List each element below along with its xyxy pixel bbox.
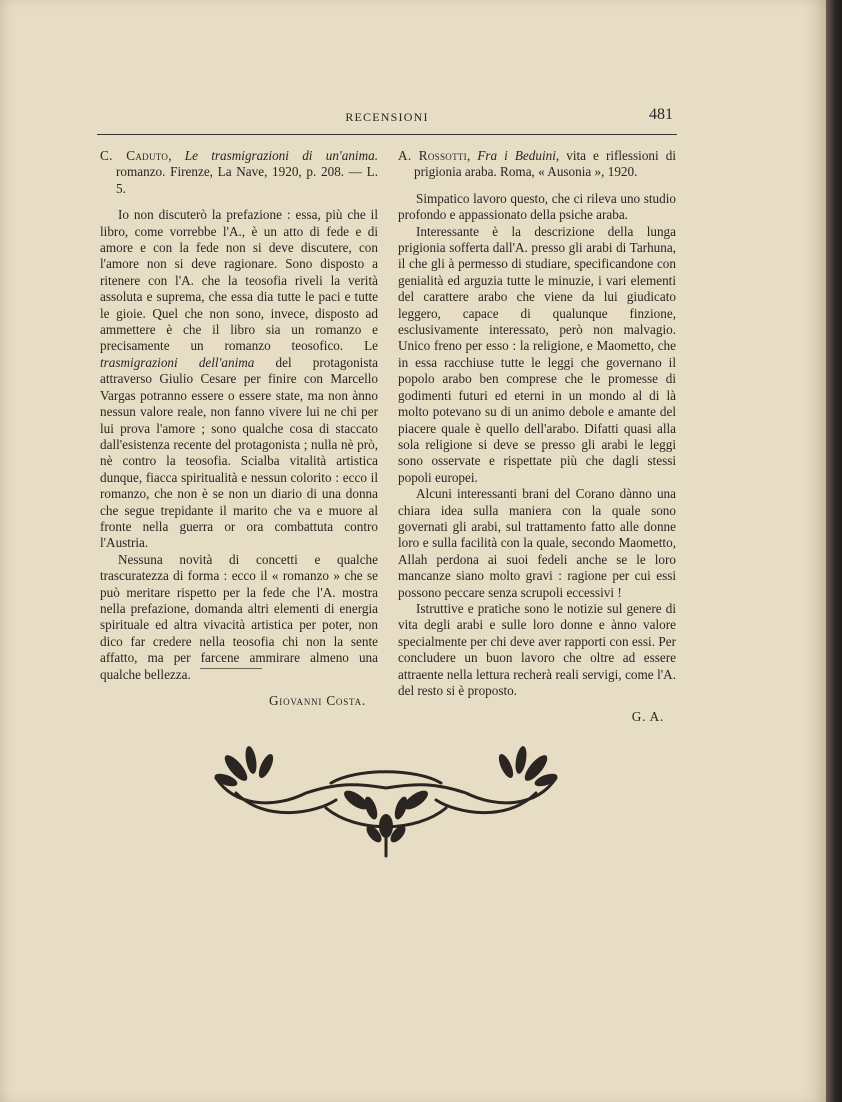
- right-review-book-details: , vita e riflessioni di prigionia araba. Roma, « Ausonia », 1920.: [414, 148, 676, 180]
- left-review: [100, 148, 378, 709]
- right-review-paragraph-2: Interessante è la descrizione della lunga prigionia sofferta dall'A. presso gli arabi di Tarhuna, il che gli à permesso di studiare, specificandone con genialità ed arguzia tutte le minuzie, i vari elementi del carattere arabo che viene da lui giudicato leggero, capace di qualunque finzione, esclusivamente interessato, però non malvagio. Unico freno per esso : la religione, e Maometto, che in essa racchiuse tutte le leggi che governano il popolo arabo ben comprese che le promesse di godimenti futuri ed eterni in un mondo al di là molto potevano su di un animo debole e amante del piacere quale è quello dell'arabo. Difatti quasi alla sola religione si deve se presso gli arabi le leggi sono osservate e rispettate più che dagli stessi popoli europei.: [398, 223, 676, 485]
- page-number: 481: [649, 106, 673, 123]
- right-review-author: A. Rossotti: [398, 148, 467, 163]
- left-review-book-title: Le trasmigrazioni di un'anima.: [184, 148, 379, 163]
- right-review-book-title: Fra i Beduini: [477, 148, 556, 163]
- right-review-heading-sep: ,: [466, 148, 478, 163]
- left-review-paragraph-2: Nessuna novità di concetti e qualche trascuratezza di forma : ecco il « romanzo » che se può meritare rispetto per la fede che l'A. mostra nella prefazione, domanda altri elementi di energia spirituale ed altra vivacità artistica per poter, non dico far credere nella teosofia chi non la sente affatto, ma per farcene ammirare almeno una qualche bellezza.: [100, 551, 378, 682]
- left-review-author: C. Caduto: [100, 148, 169, 163]
- page-edge: [826, 0, 842, 1102]
- running-head-title: RECENSIONI: [345, 110, 429, 124]
- left-review-signature: Giovanni Costa.: [268, 693, 366, 708]
- left-review-heading-sep: ,: [168, 148, 185, 163]
- right-review-signature: G. A.: [631, 709, 664, 725]
- left-review-book-details: romanzo. Firenze, La Nave, 1920, p. 208. — L. 5.: [116, 164, 378, 196]
- left-review-p1-part-a: Io non discuterò la prefazione : essa, più che il libro, come vorrebbe l'A., è un atto di fede e di amore e con la fede non si deve discutere, con l'amore non si deve ragionare. Sono disposto a ritenere con l'A. che la teosofia riveli la verità assoluta e suprema, che essa dia tutte le paci e tutte le gioie. Quel che non sono, invece, disposto ad ammettere è che il libro sia un romanzo e precisamente un romanzo teosofico. Le: [100, 207, 378, 354]
- left-review-p1-title: trasmigrazioni dell'anima: [100, 354, 255, 370]
- running-head: [97, 104, 677, 135]
- left-review-heading: [100, 148, 378, 197]
- right-review-heading: [398, 148, 676, 181]
- left-review-paragraph-1: [100, 207, 378, 552]
- left-review-p1-part-b: del protagonista attraverso Giulio Cesare per finire con Marcello Vargas potranno essere o essere state, ma non ànno nessun valore reale, non fanno vivere lui ne chi per lui prova l'amore ; sono qualche cosa di staccato dall'esistenza recente del protagonista ; nulla nè prò, nè contro la teosofia. Scialba vitalità artistica dunque, fiacca spiritualità e nessun colorito : ecco il romanzo, che non è se non un diario di una donna che segue trepidante il marito che va e muore al fronte nella guerra or ora combattuta contro l'Austria.: [100, 354, 378, 551]
- floral-vignette-icon: [206, 738, 566, 858]
- right-review-paragraph-3: Alcuni interessanti brani del Corano dànno una chiara idea sulla maniera con la quale sono governati gli arabi, sul trattamento fatto alle donne loro e sulla facilità con la quale, secondo Maometto, Allah perdona ai suoi fedeli anche se le loro mancanze siano molto gravi : ragione per cui essi possono peccare senza scrupoli eccessivi !: [398, 486, 676, 600]
- right-review-paragraph-4: Istruttive e pratiche sono le notizie sul genere di vita degli arabi e sulle loro donne e ànno valore specialmente per chi deve aver rapporti con essi. Per concludere un buon lavoro che oltre ad essere attraente nella lettura recherà reali servigi, come l'A. del resto si è proposto.: [398, 600, 676, 698]
- right-review-paragraph-1: Simpatico lavoro questo, che ci rileva uno studio profondo e appassionato della psiche araba.: [398, 190, 676, 223]
- column-end-rule: [200, 668, 262, 669]
- right-review: [398, 148, 676, 726]
